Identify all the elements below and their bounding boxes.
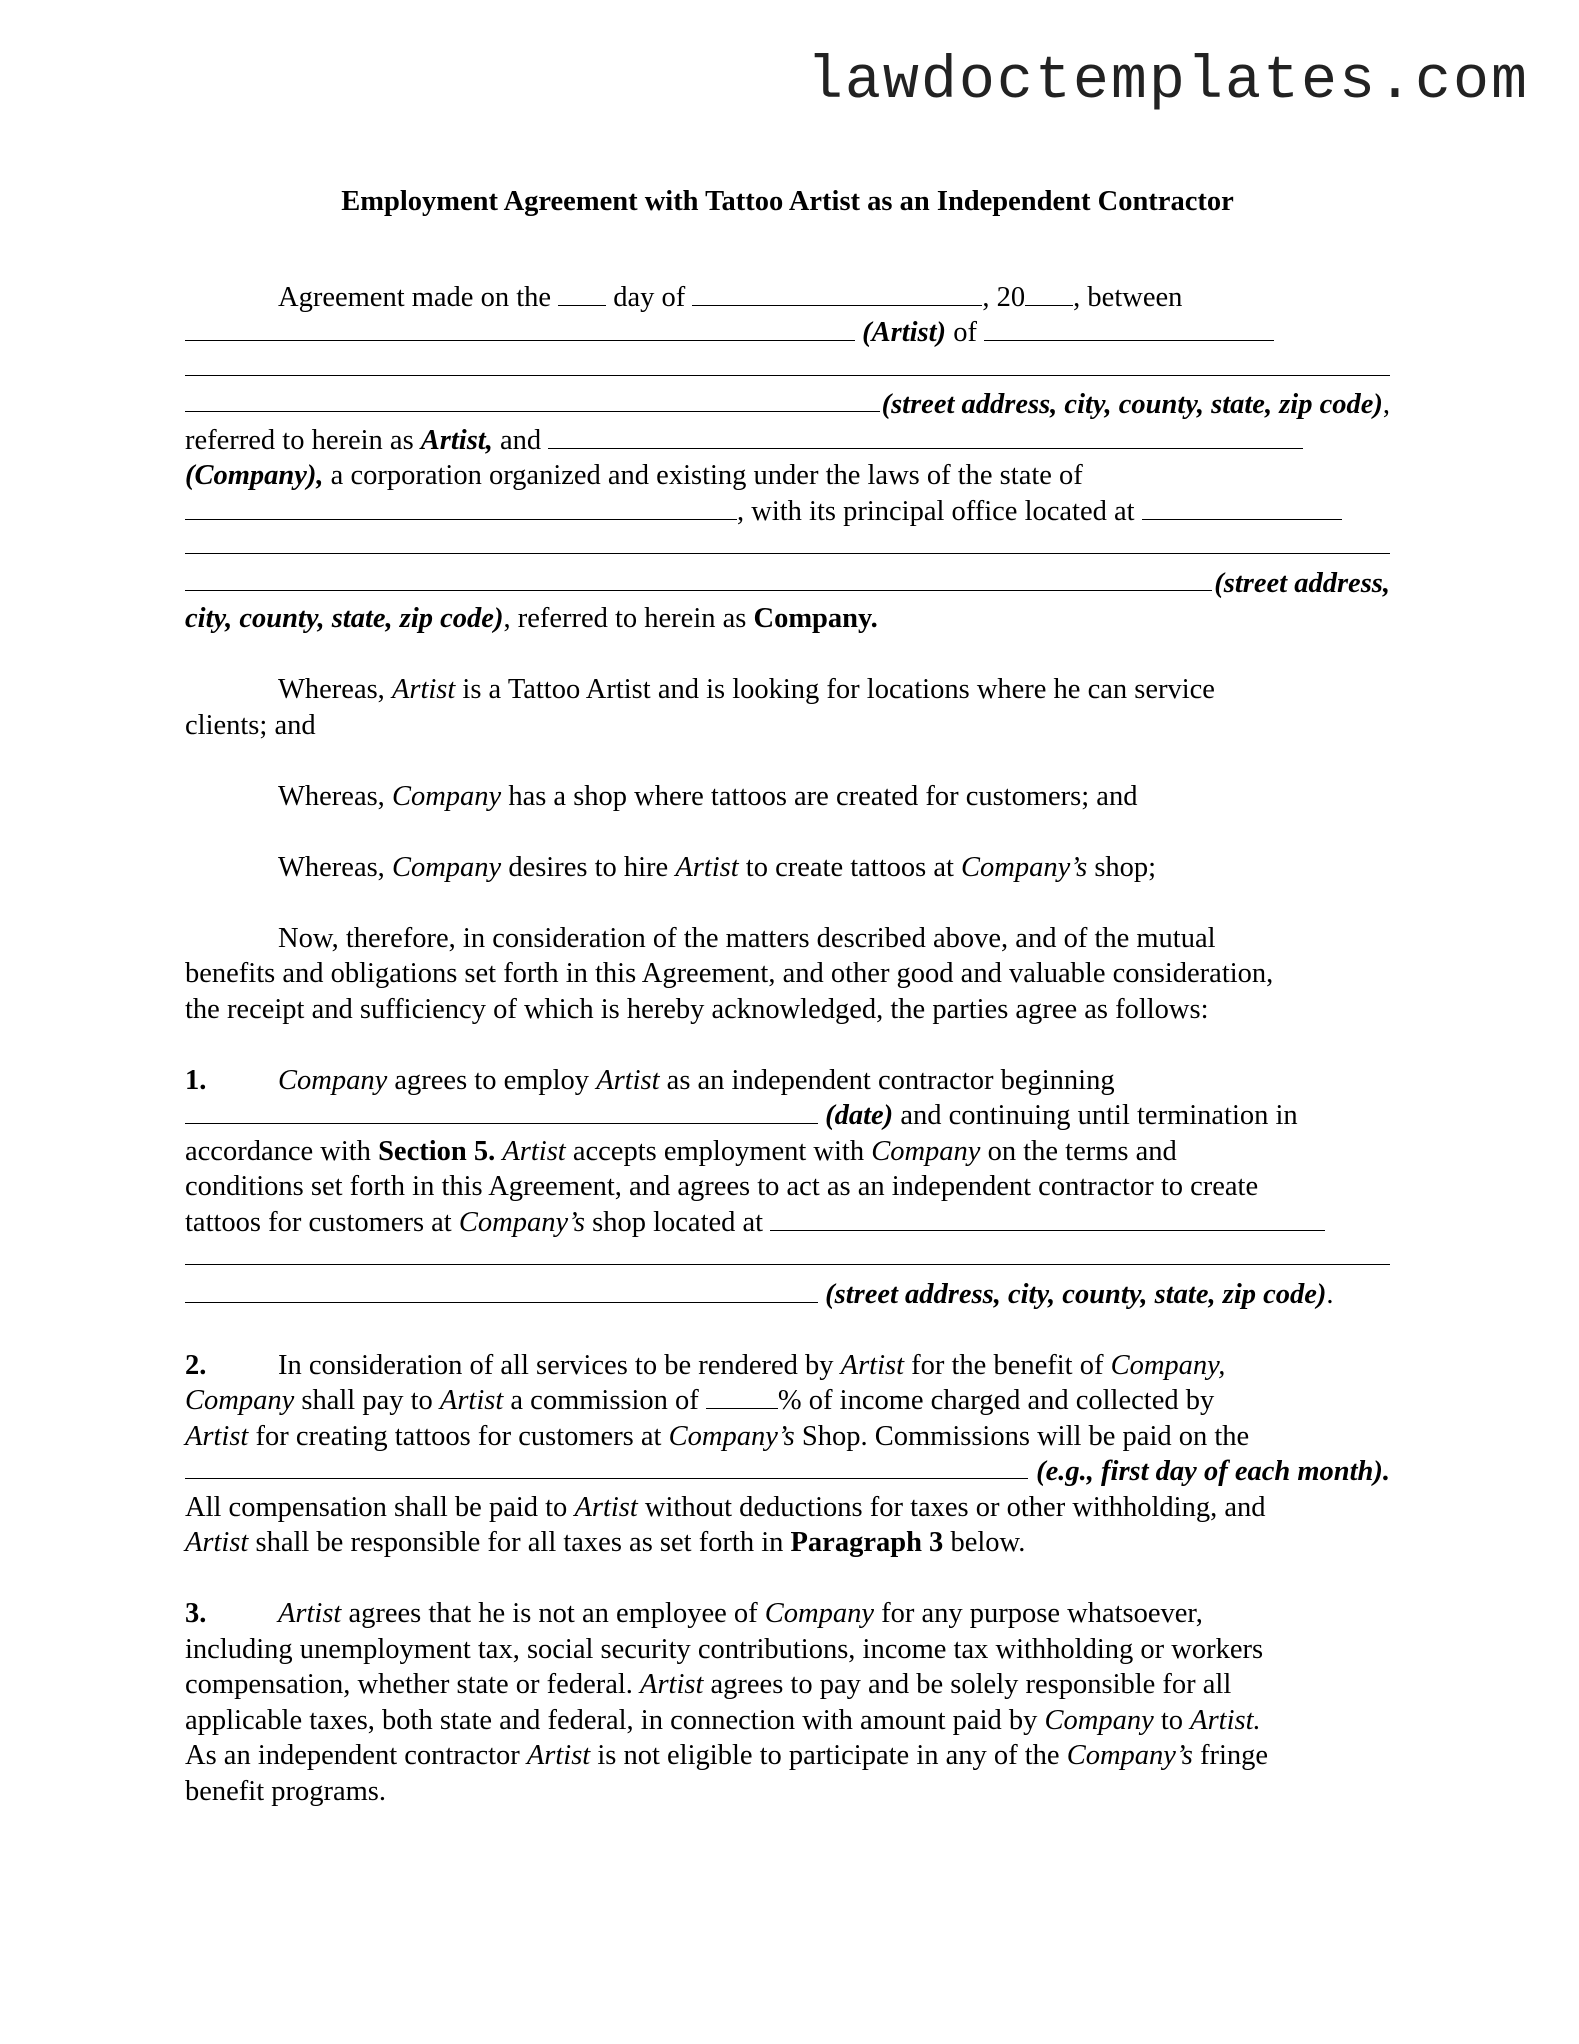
whereas-2: Whereas, Company has a shop where tattoos are created for customers; and xyxy=(278,780,1138,812)
section-1-line-5: tattoos for customers at Company’s shop located at xyxy=(185,1205,1390,1241)
section-3-line-2: including unemployment tax, social security contributions, income tax withholding or workers xyxy=(185,1633,1264,1665)
whereas-1-line-1: Whereas, Artist is a Tattoo Artist and is looking for locations where he can service xyxy=(278,674,1215,705)
month-blank[interactable] xyxy=(692,281,982,306)
start-date-blank[interactable] xyxy=(185,1099,818,1124)
office-address-blank-2[interactable] xyxy=(185,566,1212,591)
section-2-number: 2. xyxy=(185,1349,207,1381)
state-blank[interactable] xyxy=(185,495,737,520)
section-1-line-2: (date) and continuing until termination in xyxy=(185,1098,1390,1134)
artist-address-blank-2[interactable] xyxy=(185,387,880,412)
payment-schedule-blank[interactable] xyxy=(185,1454,1028,1479)
whereas-1-line-2: clients; and xyxy=(185,709,316,741)
section-2-line-5: All compensation shall be paid to Artist without deductions for taxes or other withholding, and xyxy=(185,1491,1266,1523)
office-address-blank[interactable] xyxy=(185,529,1390,554)
day-blank[interactable] xyxy=(558,281,606,306)
now-therefore-line-2: benefits and obligations set forth in this Agreement, and other good and valuable consideration, xyxy=(185,958,1274,989)
section-2-line-6: Artist shall be responsible for all taxes as set forth in Paragraph 3 below. xyxy=(185,1527,1026,1558)
intro-line-1: Agreement made on the day of , 20 , between xyxy=(278,281,1183,313)
artist-of-blank[interactable] xyxy=(984,316,1274,341)
section-3-line-6: benefit programs. xyxy=(185,1775,387,1807)
section-3-line-3: compensation, whether state or federal. Artist agrees to pay and be solely responsible for all xyxy=(185,1669,1232,1700)
intro-line-6: (Company), a corporation organized and existing under the laws of the state of xyxy=(185,460,1083,491)
document-title: Employment Agreement with Tattoo Artist as an Independent Contractor xyxy=(341,186,1234,217)
section-1-line-1: 1. Company agrees to employ Artist as an independent contractor beginning xyxy=(185,1063,1390,1099)
section-2-line-4: (e.g., first day of each month). xyxy=(185,1454,1390,1490)
section-1-line-3: accordance with Section 5. Artist accepts employment with Company on the terms and xyxy=(185,1135,1177,1167)
site-watermark: lawdoctemplates.com xyxy=(806,48,1529,116)
artist-address-blank[interactable] xyxy=(185,351,1390,376)
shop-address-blank-2[interactable] xyxy=(185,1278,818,1303)
whereas-3: Whereas, Company desires to hire Artist to create tattoos at Company’s shop; xyxy=(278,851,1157,883)
section-2-line-2: Company shall pay to Artist a commission of % of income charged and collected by xyxy=(185,1385,1215,1416)
section-1-line-7: (street address, city, county, state, zip code). xyxy=(185,1277,1390,1313)
section-3-line-1: 3. Artist agrees that he is not an employee of Company for any purpose whatsoever, xyxy=(185,1596,1390,1632)
company-name-blank[interactable] xyxy=(548,424,1303,449)
intro-line-9: (street address, xyxy=(185,566,1390,602)
section-1-line-4: conditions set forth in this Agreement, and agrees to act as an independent contractor to create xyxy=(185,1171,1259,1202)
intro-line-7: , with its principal office located at xyxy=(185,494,1390,530)
intro-line-10: city, county, state, zip code), referred to herein as Company. xyxy=(185,603,878,634)
office-blank[interactable] xyxy=(1142,495,1342,520)
shop-address-blank[interactable] xyxy=(185,1240,1390,1265)
section-3-line-5: As an independent contractor Artist is not eligible to participate in any of the Company’s fringe xyxy=(185,1740,1269,1771)
year-blank[interactable] xyxy=(1025,281,1073,306)
section-2-line-3: Artist for creating tattoos for customers at Company’s Shop. Commissions will be paid on the xyxy=(185,1420,1250,1452)
now-therefore-line-1: Now, therefore, in consideration of the matters described above, and of the mutual xyxy=(278,922,1216,954)
intro-line-2: (Artist) of xyxy=(185,315,1390,351)
now-therefore-line-3: the receipt and sufficiency of which is hereby acknowledged, the parties agree as follows: xyxy=(185,993,1209,1025)
section-3-number: 3. xyxy=(185,1598,207,1629)
document-body xyxy=(185,184,1390,1809)
section-2-line-1: 2. In consideration of all services to be rendered by Artist for the benefit of Company, xyxy=(185,1348,1390,1384)
intro-line-5: referred to herein as Artist, and xyxy=(185,423,1390,459)
commission-percent-blank[interactable] xyxy=(706,1384,778,1409)
shop-location-blank[interactable] xyxy=(770,1206,1325,1231)
intro-line-4: (street address, city, county, state, zip code), xyxy=(185,387,1390,423)
artist-name-blank[interactable] xyxy=(185,316,855,341)
section-1-number: 1. xyxy=(185,1064,207,1096)
section-3-line-4: applicable taxes, both state and federal, in connection with amount paid by Company to Artist. xyxy=(185,1704,1261,1736)
